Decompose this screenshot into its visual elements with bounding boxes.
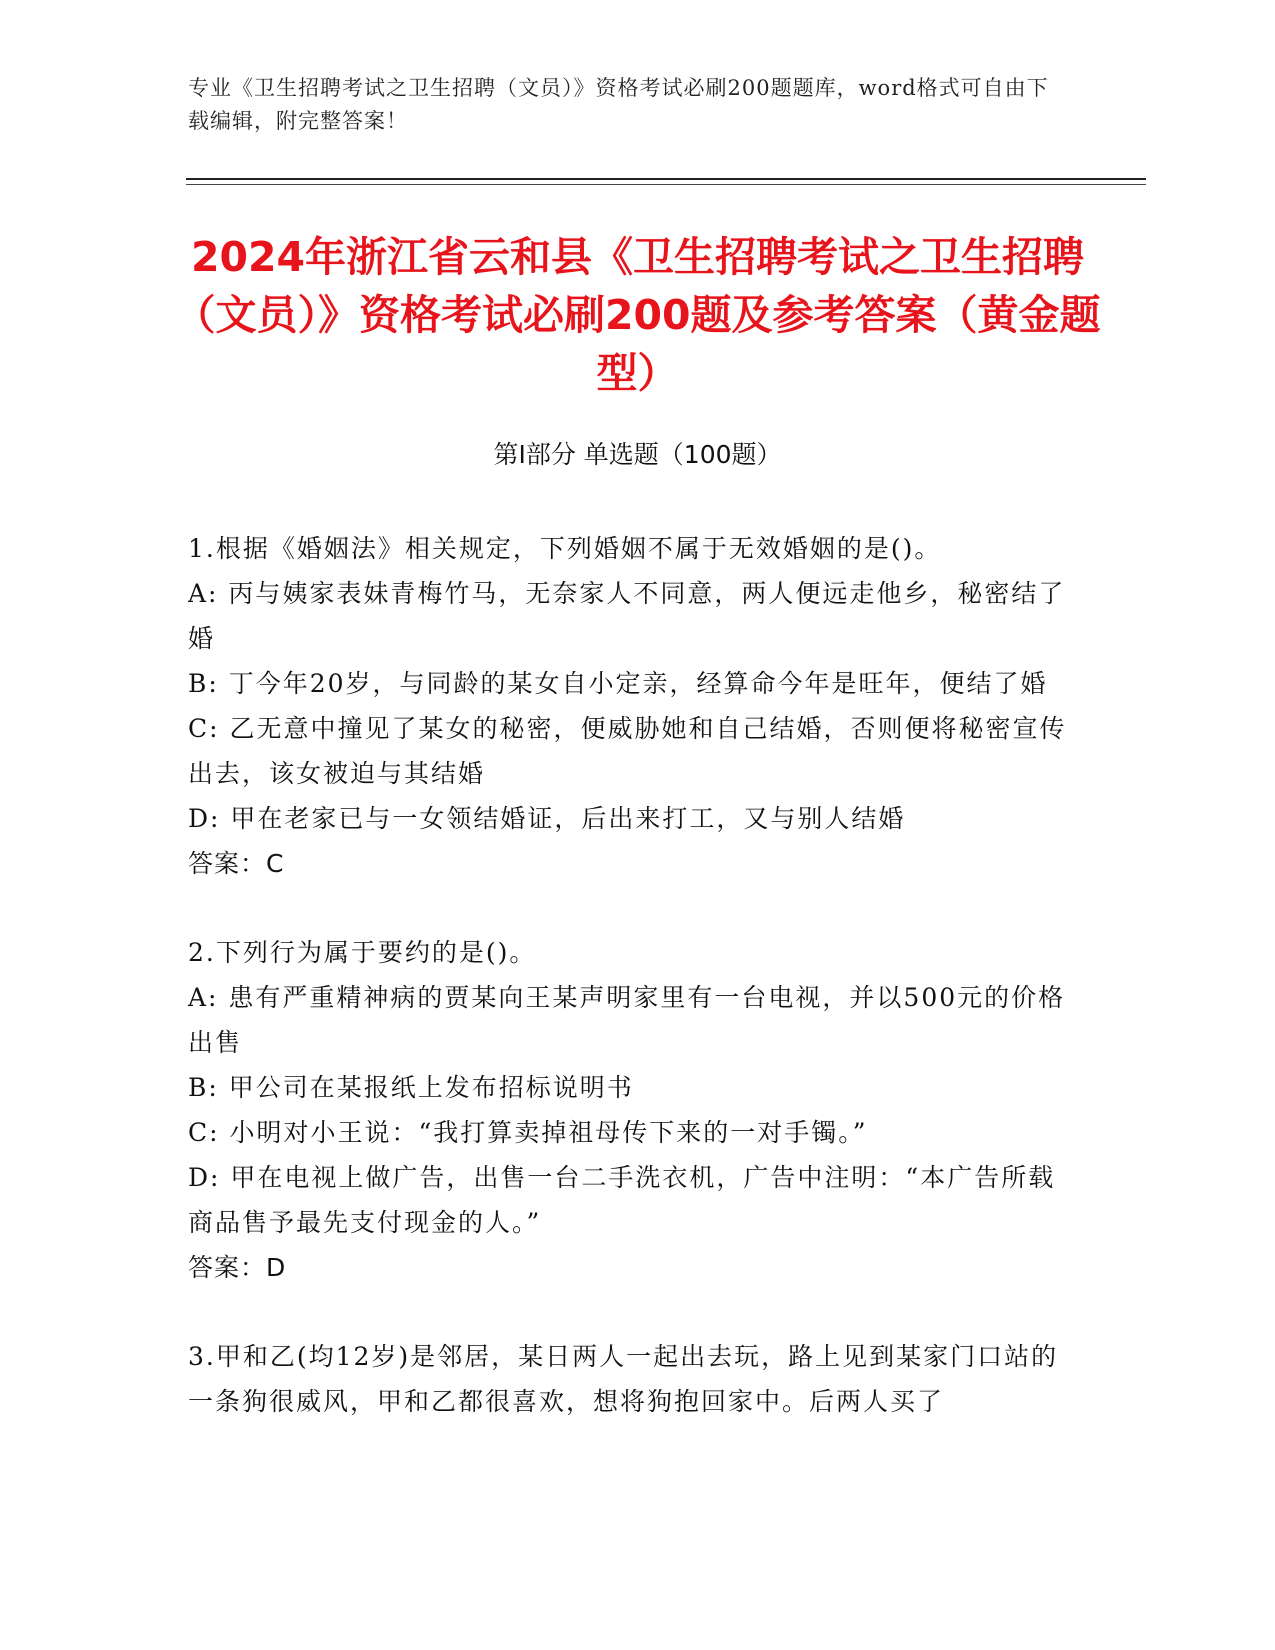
option-c: C: 乙无意中撞见了某女的秘密，便威胁她和自己结婚，否则便将秘密宣传出去，该女被迫与其结婚 — [188, 714, 1067, 788]
question-3 — [188, 1334, 1068, 1424]
option-c: C: 小明对小王说：“我打算卖掉祖母传下来的一对手镯。” — [188, 1118, 868, 1147]
question-list — [188, 526, 1068, 1468]
option-a: A: 患有严重精神病的贾某向王某声明家里有一台电视，并以500元的价格出售 — [188, 983, 1066, 1057]
question-stem: 1.根据《婚姻法》相关规定，下列婚姻不属于无效婚姻的是()。 — [188, 534, 942, 563]
answer-line: 答案：D — [188, 1253, 287, 1282]
option-b: B: 甲公司在某报纸上发布招标说明书 — [188, 1073, 634, 1102]
document-title: 2024年浙江省云和县《卫生招聘考试之卫生招聘（文员）》资格考试必刷200题及参考答案（黄金题型） — [174, 233, 1101, 397]
option-d: D: 甲在电视上做广告，出售一台二手洗衣机，广告中注明：“本广告所载商品售予最先支付现金的人。” — [188, 1163, 1056, 1237]
question-stem: 2.下列行为属于要约的是()。 — [188, 938, 537, 967]
question-2 — [188, 930, 1068, 1290]
header-divider-thin — [186, 184, 1146, 185]
header-note: 专业《卫生招聘考试之卫生招聘（文员）》资格考试必刷200题题库，word格式可自由下载编辑，附完整答案！ — [188, 76, 1049, 133]
question-1 — [188, 526, 1068, 886]
option-a: A: 丙与姨家表妹青梅竹马，无奈家人不同意，两人便远走他乡，秘密结了婚 — [188, 579, 1066, 653]
question-stem: 3.甲和乙(均12岁)是邻居，某日两人一起出去玩，路上见到某家门口站的一条狗很威风，甲和乙都很喜欢，想将狗抱回家中。后两人买了 — [188, 1342, 1059, 1416]
option-d: D: 甲在老家已与一女领结婚证，后出来打工，又与别人结婚 — [188, 804, 906, 833]
header-divider-thick — [186, 178, 1146, 180]
answer-line: 答案：C — [188, 849, 285, 878]
option-b: B: 丁今年20岁，与同龄的某女自小定亲，经算命今年是旺年，便结了婚 — [188, 669, 1048, 698]
section-title: 第Ⅰ部分 单选题（100题） — [493, 440, 782, 469]
